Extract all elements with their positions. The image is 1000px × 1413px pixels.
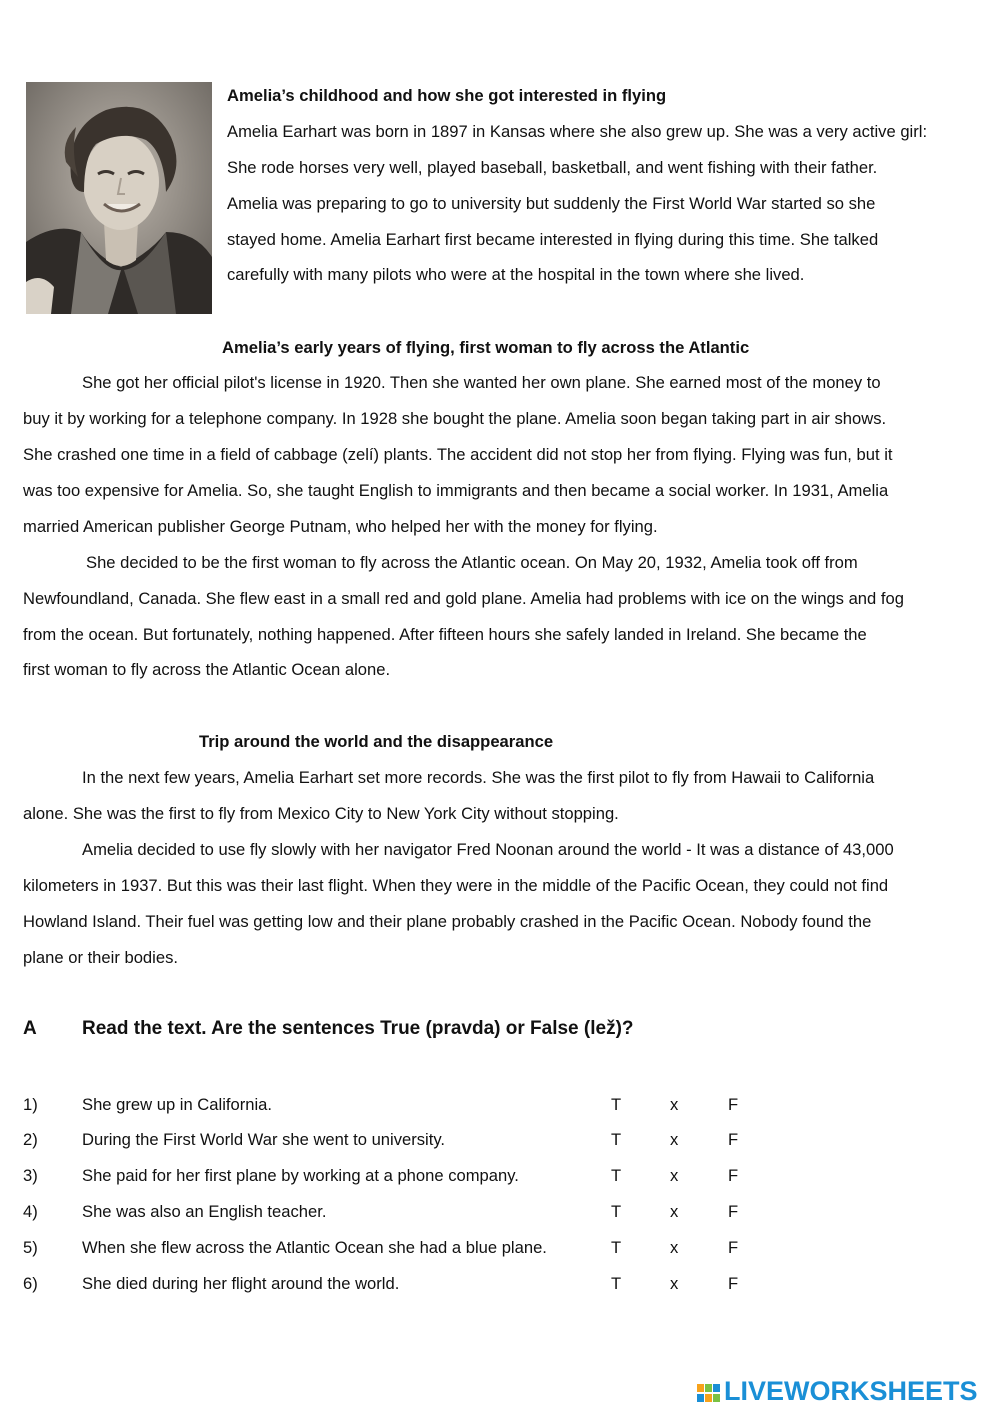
paragraph-line: buy it by working for a telephone company. In 1928 she bought the plane. Amelia soon began taking part in air shows. — [23, 409, 887, 428]
separator-x: x — [670, 1130, 679, 1149]
paragraph-line: stayed home. Amelia Earhart first became interested in flying during this time. She talked — [227, 230, 879, 249]
question-text: She grew up in California. — [82, 1095, 273, 1114]
false-option[interactable]: F — [728, 1166, 739, 1185]
section-heading-early-years: Amelia’s early years of flying, first woman to fly across the Atlantic — [222, 338, 750, 357]
separator-x: x — [670, 1202, 679, 1221]
paragraph-line: carefully with many pilots who were at the hospital in the town where she lived. — [227, 265, 805, 284]
paragraph-line: from the ocean. But fortunately, nothing happened. After fifteen hours she safely landed in Ireland. She became the — [23, 625, 867, 644]
question-number: 5) — [23, 1238, 38, 1257]
true-option[interactable]: T — [611, 1095, 622, 1114]
question-number: 4) — [23, 1202, 38, 1221]
paragraph-line: In the next few years, Amelia Earhart set more records. She was the first pilot to fly from Hawaii to California — [82, 768, 875, 787]
paragraph-line: alone. She was the first to fly from Mexico City to New York City without stopping. — [23, 804, 619, 823]
section-heading-childhood: Amelia’s childhood and how she got interested in flying — [227, 86, 667, 105]
question-text: During the First World War she went to university. — [82, 1130, 446, 1149]
exercise-instruction: Read the text. Are the sentences True (pravda) or False (lež)? — [82, 1018, 634, 1039]
separator-x: x — [670, 1274, 679, 1293]
true-option[interactable]: T — [611, 1130, 622, 1149]
paragraph-line: first woman to fly across the Atlantic Ocean alone. — [23, 660, 391, 679]
paragraph-line: Amelia Earhart was born in 1897 in Kansas where she also grew up. She was a very active girl: — [227, 122, 928, 141]
true-option[interactable]: T — [611, 1202, 622, 1221]
paragraph-line: plane or their bodies. — [23, 948, 178, 967]
separator-x: x — [670, 1095, 679, 1114]
question-number: 6) — [23, 1274, 38, 1293]
question-text: She died during her flight around the world. — [82, 1274, 400, 1293]
question-text: She paid for her first plane by working at a phone company. — [82, 1166, 519, 1185]
true-option[interactable]: T — [611, 1166, 622, 1185]
paragraph-line: Amelia was preparing to go to university but suddenly the First World War started so she — [227, 194, 876, 213]
exercise-letter: A — [23, 1018, 37, 1039]
question-number: 3) — [23, 1166, 38, 1185]
question-text: She was also an English teacher. — [82, 1202, 327, 1221]
separator-x: x — [670, 1166, 679, 1185]
paragraph-line: She rode horses very well, played baseball, basketball, and went fishing with their father. — [227, 158, 878, 177]
paragraph-line: Howland Island. Their fuel was getting low and their plane probably crashed in the Pacific Ocean. Nobody found the — [23, 912, 872, 931]
liveworksheets-logo-text: LIVEWORKSHEETS — [724, 1376, 978, 1406]
paragraph-line: Amelia decided to use fly slowly with her navigator Fred Noonan around the world - It was a distance of 43,000 — [82, 840, 894, 859]
paragraph-line: Newfoundland, Canada. She flew east in a small red and gold plane. Amelia had problems with ice on the wings and fog — [23, 589, 904, 608]
paragraph-line: was too expensive for Amelia. So, she taught English to immigrants and then became a social worker. In 1931, Amelia — [23, 481, 889, 500]
false-option[interactable]: F — [728, 1238, 739, 1257]
separator-x: x — [670, 1238, 679, 1257]
liveworksheets-logo-icon — [697, 1379, 721, 1409]
amelia-portrait-photo — [26, 82, 212, 314]
question-text: When she flew across the Atlantic Ocean she had a blue plane. — [82, 1238, 547, 1257]
paragraph-line: kilometers in 1937. But this was their last flight. When they were in the middle of the Pacific Ocean, they could not find — [23, 876, 889, 895]
paragraph-line: She decided to be the first woman to fly across the Atlantic ocean. On May 20, 1932, Amelia took off from — [86, 553, 858, 572]
false-option[interactable]: F — [728, 1274, 739, 1293]
question-number: 1) — [23, 1095, 38, 1114]
true-option[interactable]: T — [611, 1238, 622, 1257]
section-heading-trip: Trip around the world and the disappearance — [199, 732, 554, 751]
false-option[interactable]: F — [728, 1130, 739, 1149]
paragraph-line: She got her official pilot's license in 1920. Then she wanted her own plane. She earned most of the money to — [82, 373, 881, 392]
true-option[interactable]: T — [611, 1274, 622, 1293]
false-option[interactable]: F — [728, 1095, 739, 1114]
paragraph-line: married American publisher George Putnam, who helped her with the money for flying. — [23, 517, 658, 536]
false-option[interactable]: F — [728, 1202, 739, 1221]
paragraph-line: She crashed one time in a field of cabbage (zelí) plants. The accident did not stop her from flying. Flying was fun, but it — [23, 445, 893, 464]
question-number: 2) — [23, 1130, 38, 1149]
